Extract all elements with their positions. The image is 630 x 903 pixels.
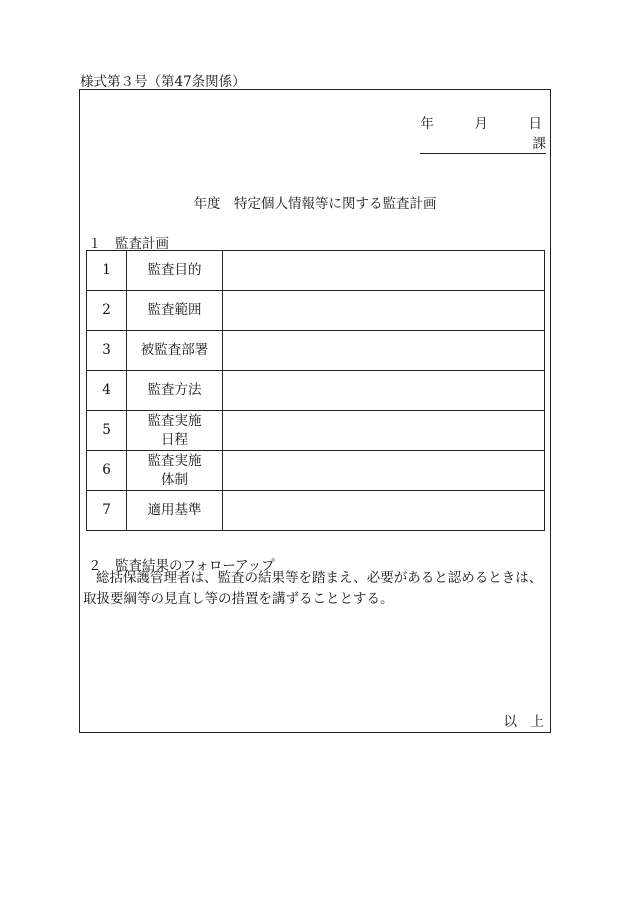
- row-number: 7: [87, 491, 127, 531]
- row-item: 被監査部署: [127, 331, 223, 371]
- year-label: 年: [420, 116, 434, 132]
- table-row: [87, 491, 545, 531]
- section1-heading: １ 監査計画: [88, 236, 169, 252]
- audit-plan-table: [86, 250, 545, 531]
- row-number: 4: [87, 371, 127, 411]
- form-label: 様式第３号（第47条関係）: [80, 74, 246, 90]
- followup-paragraph: [83, 568, 547, 610]
- row-value: [223, 371, 545, 411]
- paragraph-line: 総括保護管理者は、監査の結果等を踏まえ、必要があると認めるときは、: [96, 570, 543, 586]
- row-item: 監査実施体制: [127, 451, 223, 491]
- section2-heading: ２ 監査結果のフォローアップ: [88, 558, 275, 574]
- table-row: [87, 411, 545, 451]
- row-value: [223, 411, 545, 451]
- row-number: 1: [87, 251, 127, 291]
- row-number: 2: [87, 291, 127, 331]
- row-value: [223, 331, 545, 371]
- row-item: 監査目的: [127, 251, 223, 291]
- table-row: [87, 371, 545, 411]
- table-row: [87, 251, 545, 291]
- department-suffix: 課: [532, 136, 546, 152]
- row-item: 監査範囲: [127, 291, 223, 331]
- table-row: [87, 451, 545, 491]
- row-number: 6: [87, 451, 127, 491]
- date-line: [420, 112, 542, 132]
- row-number: 3: [87, 331, 127, 371]
- row-item: 監査実施日程: [127, 411, 223, 451]
- row-value: [223, 491, 545, 531]
- document-title: 年度 特定個人情報等に関する監査計画: [193, 196, 437, 212]
- table-row: [87, 331, 545, 371]
- row-item: 監査方法: [127, 371, 223, 411]
- department-field: [420, 132, 546, 154]
- closing-mark: 以 上: [503, 714, 544, 730]
- row-value: [223, 291, 545, 331]
- row-value: [223, 451, 545, 491]
- day-label: 日: [528, 116, 542, 132]
- month-label: 月: [474, 116, 488, 132]
- row-item: 適用基準: [127, 491, 223, 531]
- row-number: 5: [87, 411, 127, 451]
- document-frame: [79, 89, 551, 733]
- paragraph-line: 取扱要綱等の見直し等の措置を講ずることとする。: [83, 591, 394, 607]
- table-row: [87, 291, 545, 331]
- row-value: [223, 251, 545, 291]
